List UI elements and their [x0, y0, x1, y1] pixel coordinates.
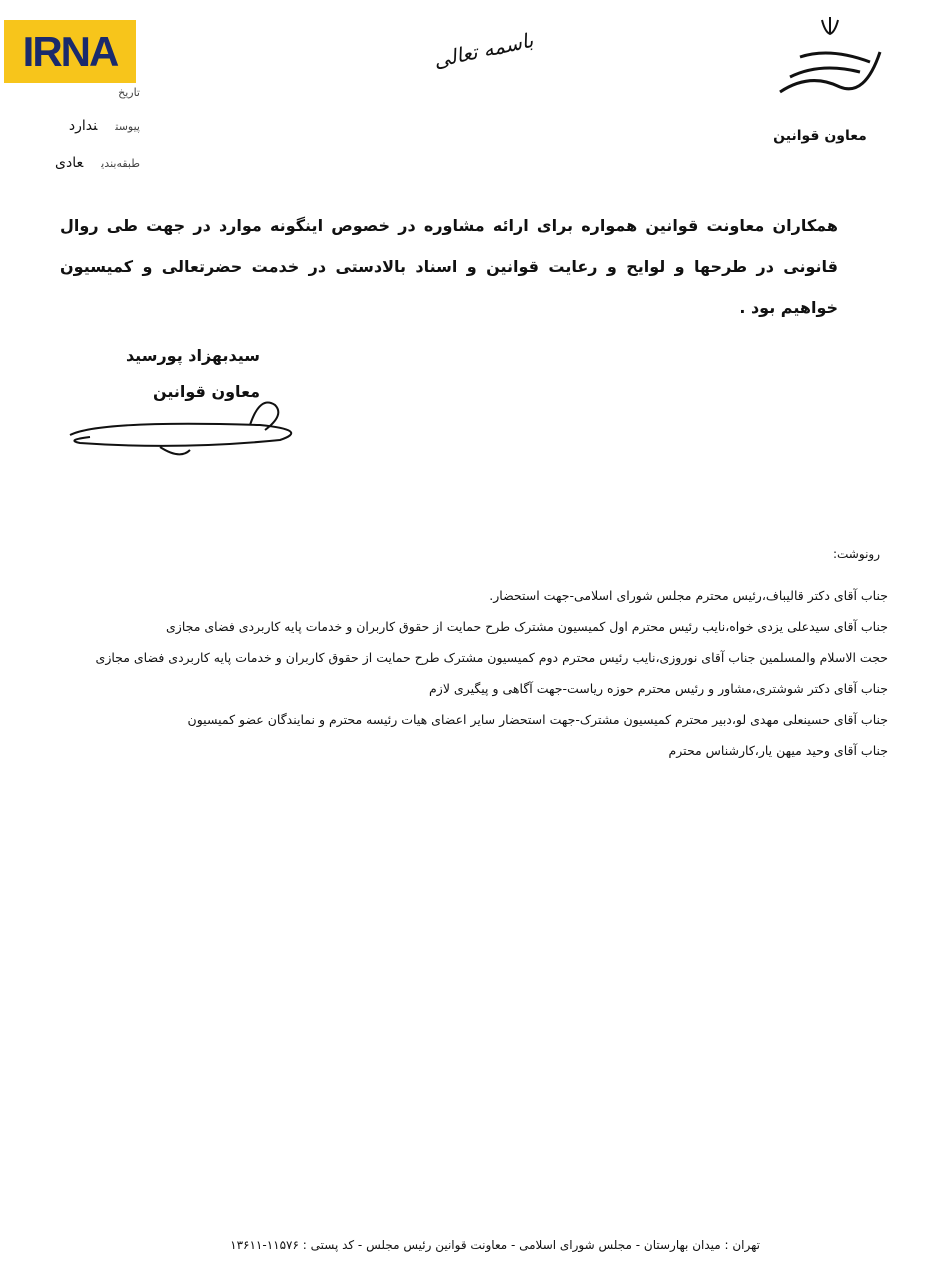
- bismillah-calligraphy: باسمه تعالی: [431, 27, 536, 73]
- handwritten-signature: [60, 385, 310, 470]
- cc-item: جناب آقای سیدعلی یزدی خواه،نایب رئیس محترم اول کمیسیون مشترک طرح حمایت از حقوق کاربران و خدمات پایه کاربردی فضای مجازی: [166, 619, 888, 634]
- footer-address: تهران : میدان بهارستان - مجلس شورای اسلامی - معاونت قوانین رئیس مجلس - کد پستی : ۱۱۵۷۶-۱۳۶۱۱: [230, 1238, 760, 1252]
- irna-watermark-logo: [4, 20, 136, 83]
- meta-value: ندارد: [68, 118, 98, 134]
- signer-name: سیدبهزاد پورسید: [125, 346, 260, 365]
- meta-label: پیوست: [115, 120, 140, 133]
- signer-title: معاون قوانین: [152, 382, 260, 401]
- cc-item: حجت الاسلام والمسلمین جناب آقای نوروزی،نایب رئیس محترم دوم کمیسیون مشترک طرح حمایت از حقوق کاربران و خدمات پایه کاربردی فضای مجازی: [95, 650, 888, 665]
- meta-label: تاریخ: [118, 86, 140, 99]
- cc-item: جناب آقای حسینعلی مهدی لو،دبیر محترم کمیسیون مشترک-جهت استحضار سایر اعضای هیات رئیسه محترم و نمایندگان عضو کمیسیون: [187, 712, 888, 727]
- meta-classification: [10, 155, 140, 171]
- cc-item: جناب آقای وحید میهن یار،کارشناس محترم: [668, 743, 888, 758]
- parliament-emblem: [770, 12, 890, 112]
- cc-title: رونوشت:: [832, 547, 880, 561]
- cc-list: [40, 580, 888, 766]
- department-name: معاون قوانین: [773, 128, 867, 144]
- meta-label: طبقه‌بندی: [101, 157, 140, 170]
- meta-attachment: [10, 118, 140, 134]
- meta-date: [10, 84, 140, 100]
- cc-item: جناب آقای دکتر قالیباف،رئیس محترم مجلس شورای اسلامی-جهت استحضار.: [489, 588, 888, 603]
- irna-logo-text: IRNA: [22, 27, 118, 75]
- letter-body: همکاران معاونت قوانین همواره برای ارائه مشاوره در خصوص اینگونه موارد در جهت طی روال قانونی در طرحها و لوایح و رعایت قوانین و اسناد بالادستی در خدمت حضرتعالی و کمیسیون خواهیم بود .: [60, 216, 838, 317]
- meta-value: عادی: [55, 155, 84, 171]
- cc-item: جناب آقای دکتر شوشتری،مشاور و رئیس محترم حوزه ریاست-جهت آگاهی و پیگیری لازم: [429, 681, 888, 696]
